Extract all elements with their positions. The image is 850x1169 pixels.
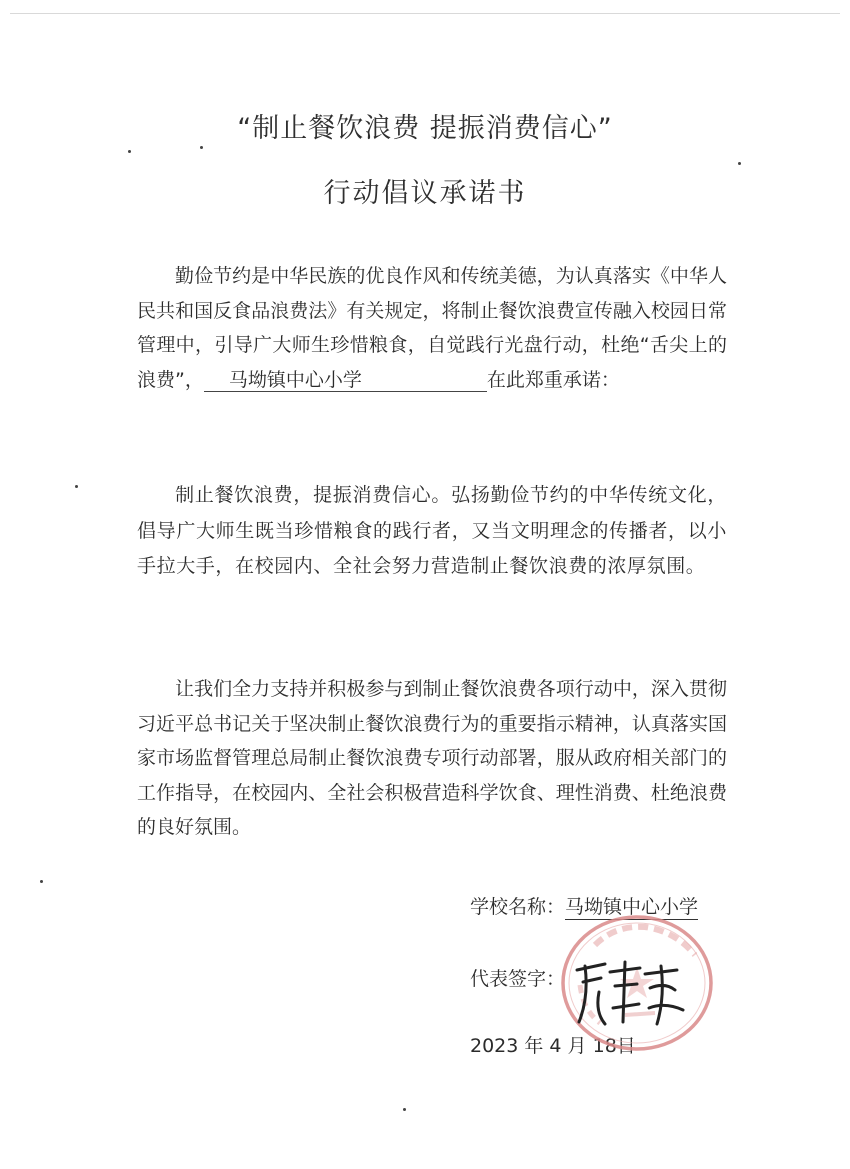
school-name-label: 学校名称： — [470, 896, 566, 918]
document-date: 2023 年 4 月 18日 — [470, 1035, 636, 1057]
paragraph-text: 在此郑重承诺： — [486, 368, 620, 391]
representative-label: 代表签字： — [470, 968, 566, 990]
paragraph-text: 勤俭节约是中华民族的优良作风和传统美德，为认真落实《中华人民共和国反食品浪费法》有关规定，将制止餐饮浪费宣传融入校园日常管理中，引导广大师生珍惜粮食，自觉践行光盘行动，杜绝“舌尖上的浪费”， — [137, 265, 727, 391]
scan-speck — [200, 146, 203, 149]
paragraph-text: 让我们全力支持并积极参与到制止餐饮浪费各项行动中，深入贯彻习近平总书记关于坚决制止餐饮浪费行为的重要指示精神，认真落实国家市场监督管理总局制止餐饮浪费专项行动部署，服从政府相关部门的工作指导，在校园内、全社会积极营造科学饮食、理性消费、杜绝浪费的良好氛围。 — [137, 678, 727, 839]
paragraph-commitment-intro — [137, 259, 727, 397]
paragraph-action — [137, 672, 727, 845]
school-name-value: 马坳镇中心小学 — [565, 896, 699, 918]
paragraph-initiative — [137, 478, 727, 585]
scan-speck — [738, 162, 741, 165]
scan-speck — [128, 150, 131, 153]
document-subtitle: 行动倡议承诺书 — [323, 178, 527, 209]
school-fill-blank: 马坳镇中心小学 — [204, 369, 487, 392]
scan-edge-line — [10, 13, 840, 14]
handwritten-signature — [565, 952, 695, 1032]
paragraph-text: 制止餐饮浪费，提振消费信心。弘扬勤俭节约的中华传统文化，倡导广大师生既当珍惜粮食的践行者，又当文明理念的传播者，以小手拉大手，在校园内、全社会努力营造制止餐饮浪费的浓厚氛围。 — [137, 484, 727, 577]
document-title: “制止餐饮浪费 提振消费信心” — [237, 113, 613, 144]
scan-speck — [40, 880, 43, 883]
scan-speck — [403, 1108, 406, 1111]
scan-speck — [75, 485, 78, 488]
representative-row — [470, 964, 565, 991]
